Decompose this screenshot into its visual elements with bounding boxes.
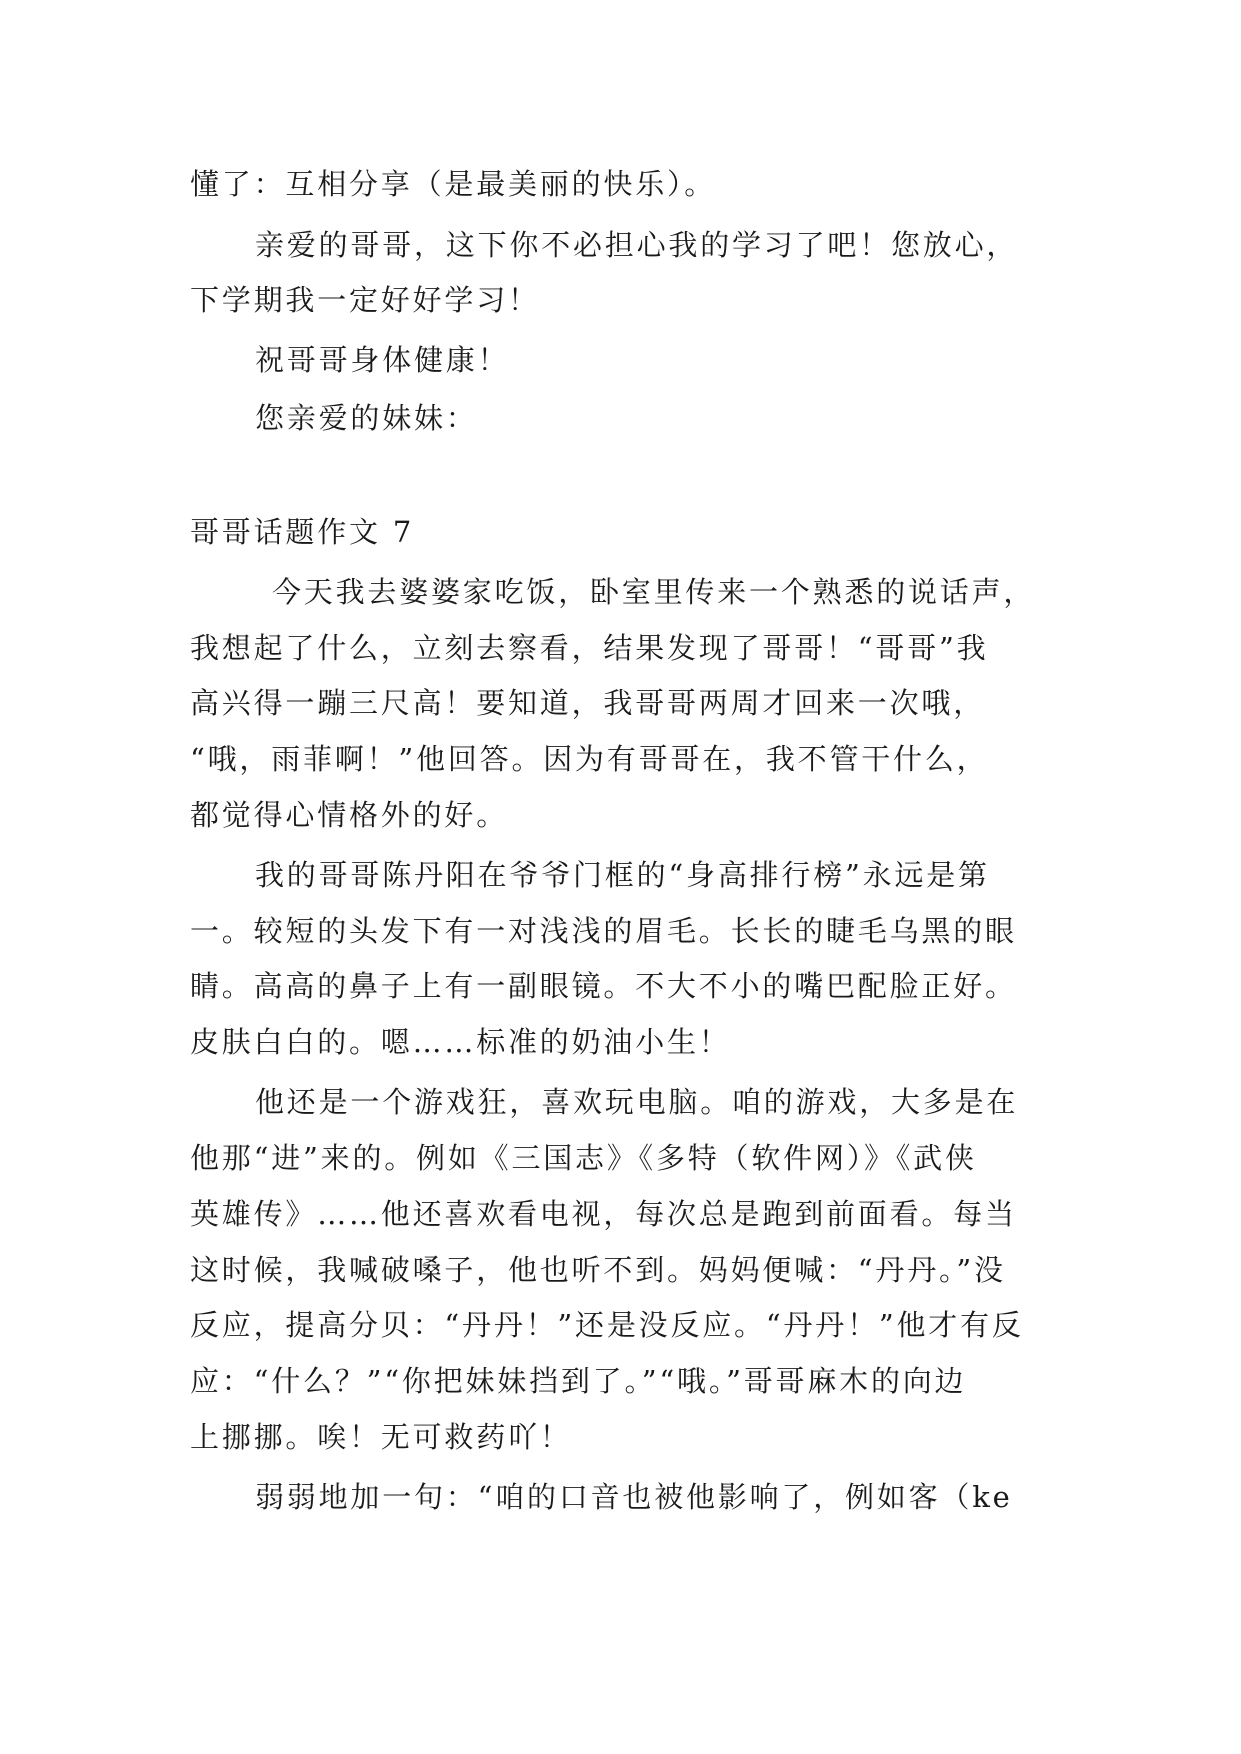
paragraph-line: 今天我去婆婆家吃饭，卧室里传来一个熟悉的说话声， bbox=[272, 575, 1036, 609]
paragraph-line: 睛。高高的鼻子上有一副眼镜。不大不小的嘴巴配脸正好。 bbox=[190, 969, 1017, 1003]
paragraph-line: 这时候，我喊破嗓子，他也听不到。妈妈便喊：“丹丹。”没 bbox=[190, 1253, 1006, 1287]
paragraph-line: 反应，提高分贝：“丹丹！”还是没反应。“丹丹！”他才有反 bbox=[190, 1308, 1024, 1342]
paragraph-line: 应：“什么？”“你把妹妹挡到了。”“哦。”哥哥麻木的向边 bbox=[190, 1364, 967, 1398]
paragraph-line: 高兴得一蹦三尺高！要知道，我哥哥两周才回来一次哦， bbox=[190, 686, 986, 720]
paragraph-line: 都觉得心情格外的好。 bbox=[190, 798, 509, 832]
paragraph-line: 我的哥哥陈丹阳在爷爷门框的“身高排行榜”永远是第 bbox=[255, 858, 990, 892]
paragraph-line: 他那“进”来的。例如《三国志》《多特（软件网）》《武侠 bbox=[190, 1141, 977, 1175]
paragraph-line: 英雄传》……他还喜欢看电视，每次总是跑到前面看。每当 bbox=[190, 1197, 1017, 1231]
paragraph-line: 懂了：互相分享（是最美丽的快乐）。 bbox=[190, 167, 717, 201]
paragraph-line: 弱弱地加一句：“咱的口音也被他影响了，例如客（ke bbox=[255, 1480, 1013, 1514]
paragraph-line: 上挪挪。唉！无可救药吖！ bbox=[190, 1420, 572, 1454]
section-heading: 哥哥话题作文 7 bbox=[190, 515, 415, 549]
closing-wish: 祝哥哥身体健康！ bbox=[255, 343, 510, 377]
paragraph-line: 他还是一个游戏狂，喜欢玩电脑。咱的游戏，大多是在 bbox=[255, 1085, 1019, 1119]
signature-line: 您亲爱的妹妹： bbox=[255, 401, 478, 435]
paragraph-line: 亲爱的哥哥，这下你不必担心我的学习了吧！您放心， bbox=[255, 228, 1019, 262]
paragraph-line: 下学期我一定好好学习！ bbox=[190, 283, 540, 317]
paragraph-line: 皮肤白白的。嗯……标准的奶油小生！ bbox=[190, 1025, 731, 1059]
paragraph-line: “哦，雨菲啊！”他回答。因为有哥哥在，我不管干什么， bbox=[190, 742, 989, 776]
paragraph-line: 我想起了什么，立刻去察看，结果发现了哥哥！“哥哥”我 bbox=[190, 631, 989, 665]
paragraph-line: 一。较短的头发下有一对浅浅的眉毛。长长的睫毛乌黑的眼 bbox=[190, 914, 1017, 948]
